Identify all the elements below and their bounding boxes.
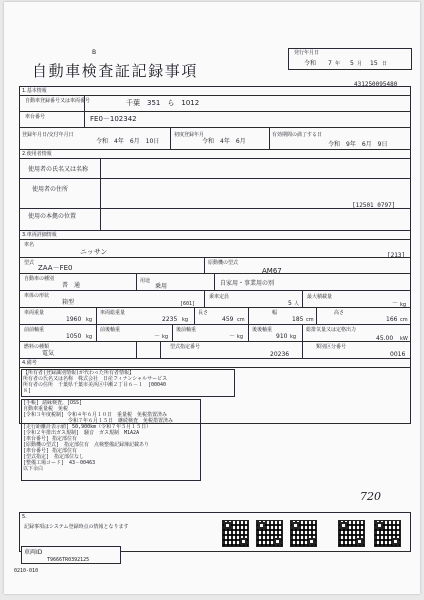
qr-code-icon (256, 520, 283, 547)
vehicle-id-label: 車両ID (24, 549, 43, 556)
front-rear-axle-label: 前後軸重 (100, 327, 121, 333)
height-value: 166 (386, 316, 398, 323)
front-front-axle-label: 前前軸重 (24, 327, 45, 333)
remarks-line: [車台番号] 指定部位有 (23, 436, 78, 442)
document-title: 自動車検査証記録事項 (32, 62, 199, 80)
registration-number: 千葉 351 ら 1012 (126, 99, 200, 107)
remarks-line: 自動車重量税 免税 (23, 406, 69, 412)
type-approval-value: 20236 (270, 351, 290, 358)
user-address-code: [12501 0797] (352, 202, 396, 209)
remarks-line: ８] (23, 388, 32, 394)
rear-front-axle-unit: kg (237, 334, 244, 340)
qr-code-icon (374, 520, 401, 547)
first-registration-label: 初度登録年月 (174, 132, 205, 138)
type-approval-label: 型式指定番号 (170, 344, 201, 350)
remarks-line: [原動機の型式] 指定部位有 点検整備記録簿記載あり (23, 442, 150, 448)
remarks-line: [型式指定] 指定部位なし (23, 454, 85, 460)
max-load-label: 最大積載量 (307, 294, 333, 300)
user-address-label: 使用者の住所 (32, 186, 69, 193)
shape-value: 箱型 (62, 299, 75, 306)
front-rear-axle-unit: kg (162, 334, 169, 340)
issue-date-label: 発行年月日 (294, 50, 320, 56)
engine-label: 原動機の型式 (208, 260, 239, 266)
width-value: 185 (292, 316, 304, 323)
remarks-line: [令和２年排出ガス規制] 騒音 ガス規制 M1A2A (23, 430, 140, 436)
capacity-value: 5 (288, 300, 292, 307)
max-load-value: － (392, 300, 399, 307)
fuel-value: 電気 (42, 350, 55, 357)
section-user: 2.使用者情報 (22, 151, 52, 157)
expiry-date: 令和 9年 6月 9日 (328, 141, 388, 148)
handwritten-note: 720 (360, 490, 381, 503)
issue-date-month-unit: 月 (357, 61, 363, 67)
max-load-unit: kg (400, 302, 407, 308)
remarks-line: 【所有者(登録識別情報)が代わった所有者情報】 (23, 370, 134, 376)
remarks-line: [整備工場コード] 43－00463 (23, 460, 96, 466)
section-remarks: 4.備考 (22, 360, 37, 366)
notes-text: 記録事項はシステム登録時点の情報となります (24, 524, 129, 530)
section-vehicle: 3.車両詳細情報 (22, 232, 57, 238)
qr-code-icon (338, 520, 365, 547)
issue-date-year: 7 (328, 60, 332, 67)
issue-date-day-unit: 日 (382, 61, 388, 67)
qr-code-icon (222, 520, 249, 547)
rear-rear-axle-label: 後後軸重 (252, 327, 273, 333)
front-front-axle-value: 1050 (66, 333, 82, 340)
remarks-line: [車台番号] 指定部位有 (23, 448, 78, 454)
remarks-line: [令和３年度税制] 令和４年６月１０日 重量税 免税措置済み (23, 412, 168, 418)
gross-weight-value: 2235 (162, 316, 178, 323)
fuel-label: 燃料の種類 (24, 344, 50, 350)
rear-front-axle-value: － (229, 333, 236, 340)
purpose-options: 自家用・事業用の別 (220, 280, 275, 287)
front-rear-axle-value: － (154, 333, 161, 340)
gross-weight-unit: kg (182, 317, 189, 323)
chassis-label: 車台番号 (25, 114, 46, 120)
remarks-line: 以下余白 (23, 466, 44, 472)
remarks-line: [走行距離計表示値] 50,900km（令和７年５月１５日） (23, 424, 152, 430)
rear-rear-axle-unit: kg (290, 334, 297, 340)
purpose-value: 自家用 (220, 280, 239, 287)
use-value: 乗用 (155, 283, 168, 290)
length-label: 長さ (198, 310, 209, 316)
notes-label: 5. (22, 514, 27, 520)
shape-label: 車体の形状 (24, 293, 50, 299)
user-name-label: 使用者の氏名又は名称 (28, 166, 89, 173)
height-unit: cm (400, 317, 408, 323)
registration-date-label: 登録年月日/交付年月日 (22, 132, 74, 138)
maker-label: 車名 (24, 242, 35, 248)
width-label: 幅 (272, 310, 278, 316)
vehicle-type-label: 自動車の種別 (24, 276, 55, 282)
gross-weight-label: 車両総重量 (100, 310, 126, 316)
use-label: 用途 (140, 278, 151, 284)
maker-code: [213] (387, 252, 406, 259)
height-label: 高さ (334, 310, 345, 316)
remarks-line: 所有者の住所 千葉県千葉市美浜区中瀬２丁目６－１ [00040 (23, 382, 167, 388)
capacity-unit: 人 (294, 301, 300, 307)
category-label: 類別区分番号 (316, 344, 347, 350)
expiry-label: 有効期間の満了する日 (272, 132, 323, 138)
weight-value: 1960 (66, 316, 82, 323)
remarks-line: [手帳] 請縁検査，[OSS] (23, 400, 83, 406)
width-unit: cm (306, 317, 314, 323)
shape-code: [601] (180, 301, 196, 307)
displacement-label: 総排気量又は定格出力 (306, 327, 357, 333)
model-value: ZAA－FE0 (38, 264, 73, 272)
issue-date-era: 令和 (304, 60, 317, 67)
remarks-line: 令和７年６月１５日 継続検査 免税措置済み (23, 418, 174, 424)
displacement-unit: kW (400, 336, 408, 342)
qr-code-icon (290, 520, 317, 547)
category-value: 0016 (390, 351, 406, 358)
serial-number: 431250095480 (354, 81, 398, 88)
remarks-line: 所有者の氏名又は名称 株式会社 日産フィナンシャルサービス (23, 376, 168, 382)
weight-label: 車両重量 (24, 310, 45, 316)
model-label: 型式 (24, 260, 35, 266)
vehicle-id-value: T9666TR0392125 (47, 557, 90, 563)
registration-label: 自動車登録番号又は車両番号 (25, 98, 91, 104)
inspection-certificate-sheet (4, 2, 420, 594)
chassis-number: FE0－102342 (90, 115, 137, 123)
issue-date-month: 5 (350, 60, 354, 67)
base-location-label: 使用の本拠の位置 (28, 213, 77, 220)
maker-value: ニッサン (80, 248, 108, 256)
length-value: 459 (222, 316, 234, 323)
mark-b: B (92, 49, 97, 56)
front-front-axle-unit: kg (86, 334, 93, 340)
rear-front-axle-label: 後前軸重 (176, 327, 197, 333)
issue-date-day: 15 (370, 60, 378, 67)
section-basic: 1.基本情報 (22, 88, 47, 94)
issue-date-year-unit: 年 (335, 61, 341, 67)
capacity-label: 乗車定員 (209, 294, 230, 300)
registration-date: 令和 4年 6月 10日 (96, 138, 160, 145)
form-number: 0210-010 (14, 568, 39, 574)
rear-rear-axle-value: 910 (276, 333, 288, 340)
first-registration: 令和 4年 6月 (202, 138, 246, 145)
displacement-value: 45.00 (376, 335, 394, 342)
engine-value: AM67 (262, 267, 282, 275)
weight-unit: kg (86, 317, 93, 323)
length-unit: cm (237, 317, 245, 323)
vehicle-type: 普 通 (62, 282, 81, 289)
